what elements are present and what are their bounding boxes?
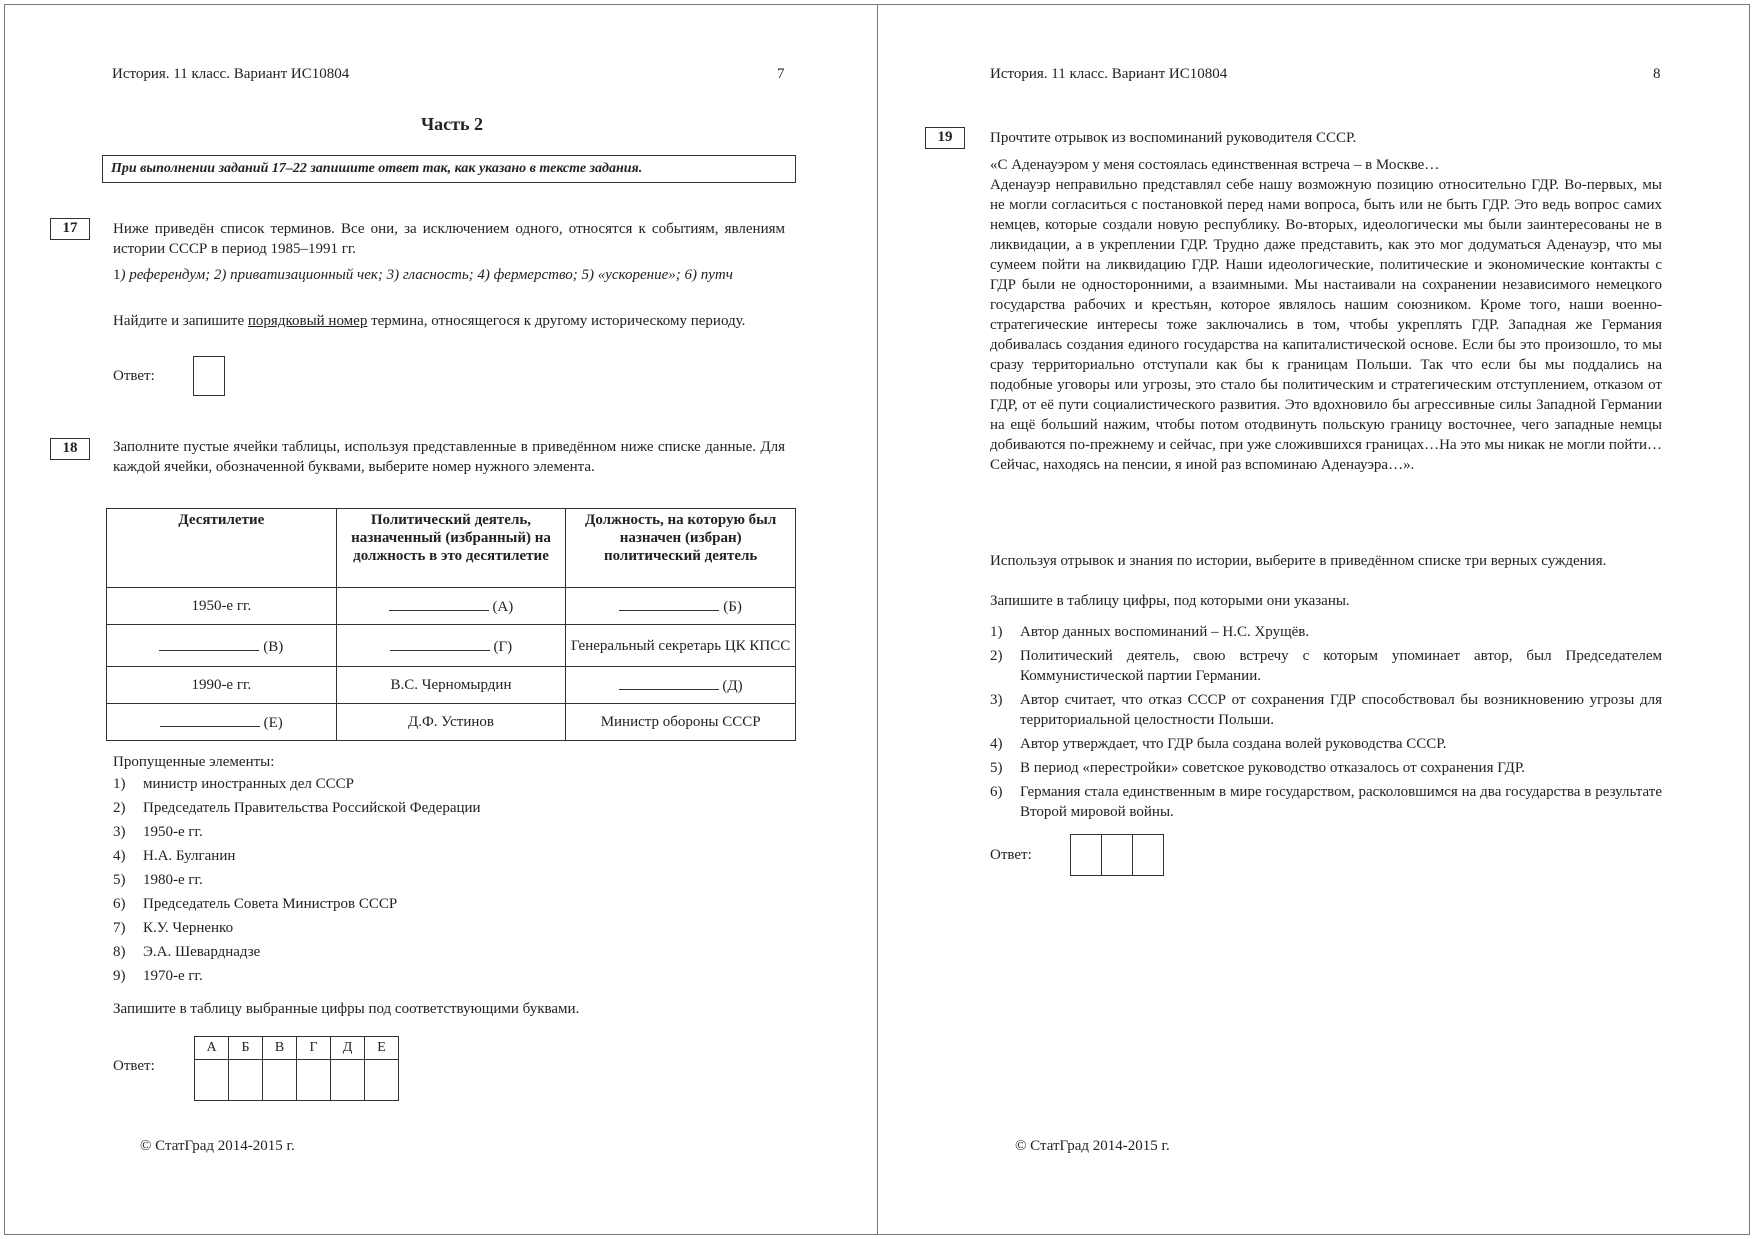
list-item bbox=[113, 798, 785, 822]
table-cell-blank[interactable] bbox=[566, 588, 796, 625]
question-19-answer-label: Ответ: bbox=[990, 847, 1032, 863]
table-cell-blank[interactable] bbox=[566, 667, 796, 704]
item-number: 2) bbox=[990, 648, 1003, 664]
blank-letter: (Б) bbox=[723, 599, 742, 615]
item-text: министр иностранных дел СССР bbox=[143, 776, 354, 792]
question-19-intro: Прочтите отрывок из воспоминаний руководителя СССР. bbox=[990, 130, 1357, 146]
answer-cell[interactable] bbox=[1133, 835, 1164, 876]
quote-first-line: «С Аденауэром у меня состоялась единственная встреча – в Москве… bbox=[990, 157, 1440, 173]
question-17-answer-label: Ответ: bbox=[113, 368, 155, 384]
table-cell: 1950-е гг. bbox=[107, 588, 337, 625]
question-18-write-instruction: Запишите в таблицу выбранные цифры под соответствующими буквами. bbox=[113, 1001, 580, 1017]
answer-cell[interactable] bbox=[297, 1060, 331, 1101]
table-row bbox=[107, 588, 796, 625]
answer-cell[interactable] bbox=[1102, 835, 1133, 876]
answer-letter: Г bbox=[297, 1037, 331, 1060]
list-item bbox=[113, 870, 785, 894]
answer-cell[interactable] bbox=[263, 1060, 297, 1101]
question-17-answer-box[interactable] bbox=[193, 356, 225, 396]
list-item bbox=[113, 774, 785, 798]
item-number: 5) bbox=[113, 872, 126, 888]
item-number: 3) bbox=[990, 692, 1003, 708]
table-row bbox=[107, 704, 796, 741]
item-text: 1980-е гг. bbox=[143, 872, 203, 888]
list-item bbox=[113, 918, 785, 942]
item-text: Автор утверждает, что ГДР была создана волей руководства СССР. bbox=[1020, 736, 1447, 752]
right-copyright: © СтатГрад 2014-2015 г. bbox=[1015, 1138, 1170, 1154]
blank-letter: (Д) bbox=[722, 678, 743, 694]
item-text: В период «перестройки» советское руководство отказалось от сохранения ГДР. bbox=[1020, 760, 1526, 776]
missing-elements-title: Пропущенные элементы: bbox=[113, 754, 275, 770]
question-17-task bbox=[113, 311, 785, 331]
item-number: 2) bbox=[113, 800, 126, 816]
blank-letter: (А) bbox=[492, 599, 514, 615]
table-cell: Д.Ф. Устинов bbox=[336, 704, 566, 741]
answer-letter: В bbox=[263, 1037, 297, 1060]
item-text: Председатель Правительства Российской Федерации bbox=[143, 800, 481, 816]
right-page-number: 8 bbox=[1653, 66, 1661, 82]
table-cell: Министр обороны СССР bbox=[566, 704, 796, 741]
table-header-decade: Десятилетие bbox=[107, 509, 337, 588]
question-19-number: 19 bbox=[925, 127, 965, 149]
item-number: 3) bbox=[113, 824, 126, 840]
task-text-end: термина, относящегося к другому историческому периоду. bbox=[367, 313, 746, 329]
table-cell: 1990-е гг. bbox=[107, 667, 337, 704]
list-item bbox=[990, 782, 1662, 822]
question-18-intro: Заполните пустые ячейки таблицы, используя представленные в приведённом ниже списке данные. Для каждой ячейки, обозначенной буквами, выберите номер нужного элемента. bbox=[113, 439, 785, 475]
answer-letter: А bbox=[195, 1037, 229, 1060]
task-underlined: порядковый номер bbox=[247, 313, 368, 329]
list-item bbox=[113, 966, 785, 990]
table-header-politician: Политический деятель, назначенный (избранный) на должность в это десятилетие bbox=[336, 509, 566, 588]
quote-body: Аденауэр неправильно представлял себе нашу возможную позицию относительно ГДР. Во-первых, мы не могли согласиться с постановкой перед нами вопроса, быть или не быть ГДР. Это ведь вопрос самих немцев, которые создали новую республику. Во-вторых, идеологически мы были заинтересованы не в ликвидации, а в укреплении ГДР. Трудно даже представить, как это мог додуматься Аденауэр, что мы сумеем пойти на ликвидацию ГДР. Наши идеологические, политические и экономические контакты с ГДР были не односторонними, а взаимными. Мы настаивали на сохранении независимого немецкого государства рабочих и крестьян, которое являлось нашим союзником. Кроме того, наши военно-стратегические интересы тоже заключались в том, чтобы укреплять ГДР. Западная же Германия добивалась создания единого государства на капиталистической основе. Если бы это произошло, то мы сразу территориально отступали как бы к границам Польши. Так что если бы мы поддались на подобные уговоры или угрозы, это стало бы политическим и стратегическим отступлением, отказом от ГДР, от её пути социалистического развития. Это вдохновило бы агрессивные силы Западной Германии на ещё больший нажим, чтобы потом отодвинуть польскую границу восточнее, чего западные немцы добиваются по-прежнему и сейчас, при уже сложившихся границах…На это мы никак не могли пойти… Сейчас, находясь на пенсии, я иной раз вспоминаю Аденауэра…». bbox=[990, 177, 1662, 473]
answer-letter-row bbox=[195, 1037, 399, 1060]
right-page-header: История. 11 класс. Вариант ИС10804 bbox=[990, 66, 1228, 82]
left-copyright: © СтатГрад 2014-2015 г. bbox=[140, 1138, 295, 1154]
blank-letter: (Е) bbox=[263, 715, 283, 731]
question-18-answer-grid bbox=[194, 1036, 399, 1101]
item-text: Э.А. Шеварднадзе bbox=[143, 944, 261, 960]
answer-cell[interactable] bbox=[331, 1060, 365, 1101]
missing-elements-list bbox=[113, 774, 785, 990]
table-row bbox=[107, 667, 796, 704]
blank-letter: (Г) bbox=[493, 638, 513, 655]
table-cell-blank[interactable] bbox=[336, 588, 566, 625]
question-18-number: 18 bbox=[50, 438, 90, 460]
item-text: Автор данных воспоминаний – Н.С. Хрущёв. bbox=[1020, 624, 1310, 640]
terms-list: ) референдум; 2) приватизационный чек; 3) гласность; 4) фермерство; 5) «ускорение»; 6) путч bbox=[120, 267, 733, 283]
answer-letter: Б bbox=[229, 1037, 263, 1060]
list-item bbox=[990, 734, 1662, 754]
list-item bbox=[113, 822, 785, 846]
left-page-header: История. 11 класс. Вариант ИС10804 bbox=[112, 66, 350, 82]
item-number: 6) bbox=[113, 896, 126, 912]
item-text: 1970-е гг. bbox=[143, 968, 203, 984]
answer-cell-row bbox=[195, 1060, 399, 1101]
answer-letter: Д bbox=[331, 1037, 365, 1060]
item-number: 1) bbox=[990, 624, 1003, 640]
terms-prefix: 1 bbox=[113, 267, 121, 283]
item-text: Политический деятель, свою встречу с которым упоминает автор, был Председателем Коммунистической партии Германии. bbox=[1020, 648, 1662, 684]
list-item bbox=[990, 758, 1662, 778]
item-text: Германия стала единственным в мире государством, расколовшимся на два государства в результате Второй мировой войны. bbox=[1020, 784, 1662, 820]
table-header-position: Должность, на которую был назначен (избран) политический деятель bbox=[566, 509, 796, 588]
item-number: 5) bbox=[990, 760, 1003, 776]
list-item bbox=[113, 894, 785, 918]
blank-letter: (В) bbox=[263, 638, 284, 655]
question-17-terms bbox=[113, 265, 785, 285]
item-number: 4) bbox=[990, 736, 1003, 752]
task-text: Найдите и запишите bbox=[113, 313, 248, 329]
list-item bbox=[990, 622, 1662, 642]
answer-cell[interactable] bbox=[195, 1060, 229, 1101]
list-item bbox=[990, 646, 1662, 686]
question-19-task-2: Запишите в таблицу цифры, под которыми они указаны. bbox=[990, 593, 1350, 609]
part-instruction: При выполнении заданий 17–22 запишите ответ так, как указано в тексте задания. bbox=[102, 155, 796, 183]
item-number: 8) bbox=[113, 944, 126, 960]
answer-cell[interactable] bbox=[1071, 835, 1102, 876]
list-item bbox=[990, 690, 1662, 730]
item-number: 7) bbox=[113, 920, 126, 936]
item-number: 1) bbox=[113, 776, 126, 792]
part-title: Часть 2 bbox=[420, 114, 484, 134]
answer-cell-row bbox=[1071, 835, 1164, 876]
table-cell: Генеральный секретарь ЦК КПСС bbox=[566, 625, 796, 667]
table-cell-blank[interactable] bbox=[336, 625, 566, 667]
answer-cell[interactable] bbox=[229, 1060, 263, 1101]
item-text: К.У. Черненко bbox=[143, 920, 234, 936]
question-19-answer-grid bbox=[1070, 834, 1164, 876]
item-number: 9) bbox=[113, 968, 126, 984]
statements-list bbox=[990, 622, 1662, 826]
question-17-number: 17 bbox=[50, 218, 90, 240]
item-text: Председатель Совета Министров СССР bbox=[143, 896, 398, 912]
question-19-task: Используя отрывок и знания по истории, выберите в приведённом списке три верных суждения. bbox=[990, 553, 1607, 569]
item-number: 4) bbox=[113, 848, 126, 864]
item-text: Автор считает, что отказ СССР от сохранения ГДР способствовал бы возникновению угрозы для территориальной целостности Польши. bbox=[1020, 692, 1662, 728]
list-item bbox=[113, 846, 785, 870]
table-cell: В.С. Черномырдин bbox=[336, 667, 566, 704]
answer-cell[interactable] bbox=[365, 1060, 399, 1101]
table-header-row bbox=[107, 509, 796, 588]
item-text: 1950-е гг. bbox=[143, 824, 203, 840]
list-item bbox=[113, 942, 785, 966]
question-18-answer-label: Ответ: bbox=[113, 1058, 155, 1074]
item-text: Н.А. Булганин bbox=[143, 848, 236, 864]
question-17-intro: Ниже приведён список терминов. Все они, за исключением одного, относятся к событиям, явлениям истории СССР в период 1985–1991 гг. bbox=[113, 221, 785, 257]
table-row bbox=[107, 625, 796, 667]
answer-letter: Е bbox=[365, 1037, 399, 1060]
question-18-table bbox=[106, 508, 796, 741]
table-cell-blank[interactable] bbox=[107, 704, 337, 741]
left-page-number: 7 bbox=[777, 66, 785, 82]
item-number: 6) bbox=[990, 784, 1003, 800]
table-cell-blank[interactable] bbox=[107, 625, 337, 667]
